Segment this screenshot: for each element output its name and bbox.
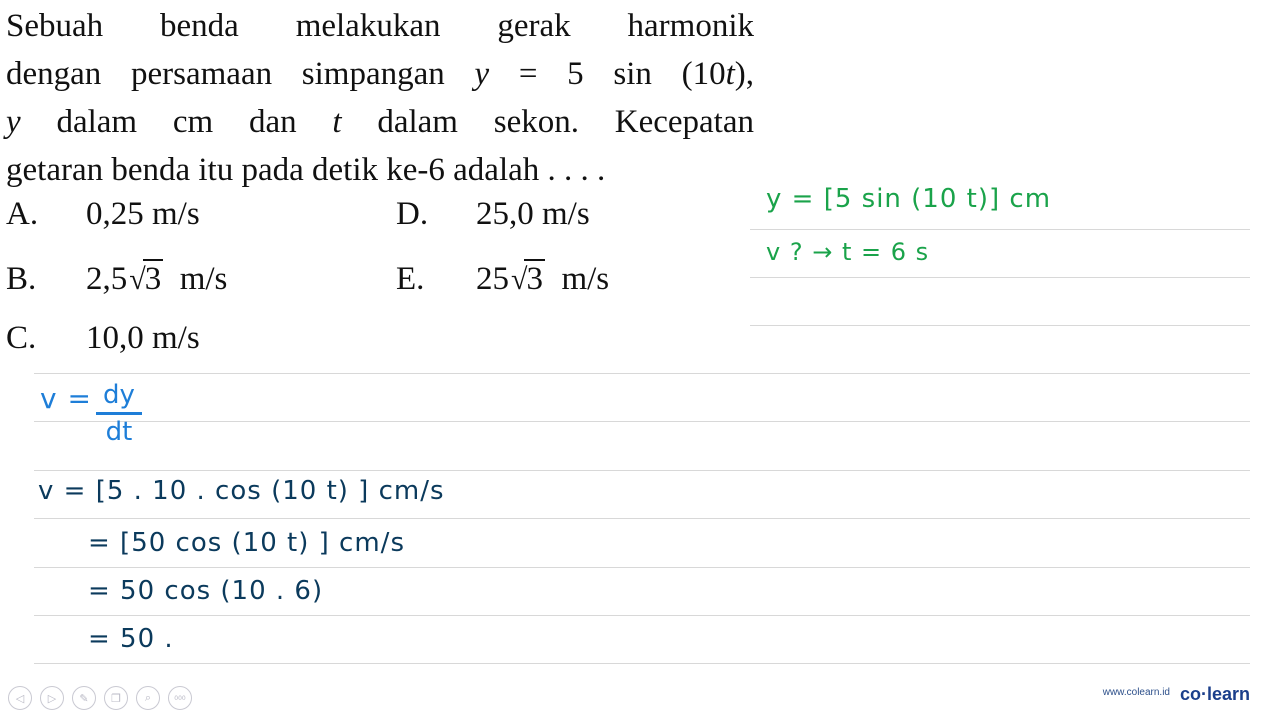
solution-step-2: = [50 cos (10 t) ] cm/s bbox=[88, 528, 405, 558]
question-line-1: Sebuah benda melakukan gerak harmonik bbox=[6, 8, 754, 44]
option-e[interactable]: E. 25√3 m/s bbox=[396, 255, 609, 304]
ruled-line bbox=[750, 277, 1250, 278]
option-b[interactable]: B. 2,5√3 m/s bbox=[6, 255, 227, 304]
ruled-line bbox=[34, 663, 1250, 664]
derivative-lhs: v = bbox=[40, 382, 92, 415]
pen-icon[interactable]: ✎ bbox=[72, 686, 96, 710]
fraction-numerator: dy bbox=[103, 380, 135, 410]
brand-website: www.colearn.id bbox=[1102, 687, 1170, 698]
ruled-line bbox=[34, 470, 1250, 471]
ruled-line bbox=[34, 567, 1250, 568]
solution-step-4: = 50 . bbox=[88, 624, 174, 654]
solution-step-1: v = [5 . 10 . cos (10 t) ] cm/s bbox=[38, 476, 445, 506]
derivative-fraction bbox=[96, 380, 142, 447]
sqrt-symbol: √3 bbox=[129, 261, 162, 297]
given-question: v ? → t = 6 s bbox=[766, 238, 930, 266]
player-toolbar bbox=[8, 686, 192, 710]
ruled-line bbox=[34, 373, 1250, 374]
option-c[interactable]: C. 10,0 m/s bbox=[6, 320, 200, 356]
option-d[interactable]: D. 25,0 m/s bbox=[396, 196, 590, 232]
zoom-icon[interactable]: ⌕ bbox=[136, 686, 160, 710]
fraction-bar bbox=[96, 412, 142, 415]
ruled-line bbox=[34, 518, 1250, 519]
ruled-line bbox=[34, 615, 1250, 616]
ruled-line bbox=[34, 421, 1250, 422]
option-a[interactable]: A. 0,25 m/s bbox=[6, 196, 200, 232]
solution-step-3: = 50 cos (10 . 6) bbox=[88, 576, 324, 606]
more-icon[interactable]: 000 bbox=[168, 686, 192, 710]
question-line-4: getaran benda itu pada detik ke-6 adalah . . . . bbox=[6, 152, 606, 188]
given-equation: y = [5 sin (10 t)] cm bbox=[766, 184, 1052, 214]
question-line-2: dengan persamaan simpangan y = 5 sin (10t), bbox=[6, 56, 754, 92]
question-text bbox=[6, 2, 754, 194]
ruled-line bbox=[750, 229, 1250, 230]
sqrt-symbol: √3 bbox=[511, 261, 543, 297]
question-line-3: y dalam cm dan t dalam sekon. Kecepatan bbox=[6, 104, 754, 140]
fraction-denominator: dt bbox=[105, 417, 133, 447]
forward-icon[interactable]: ▷ bbox=[40, 686, 64, 710]
back-icon[interactable]: ◁ bbox=[8, 686, 32, 710]
copy-icon[interactable]: ❐ bbox=[104, 686, 128, 710]
brand-logo: co·learn bbox=[1179, 684, 1250, 704]
ruled-line bbox=[750, 325, 1250, 326]
